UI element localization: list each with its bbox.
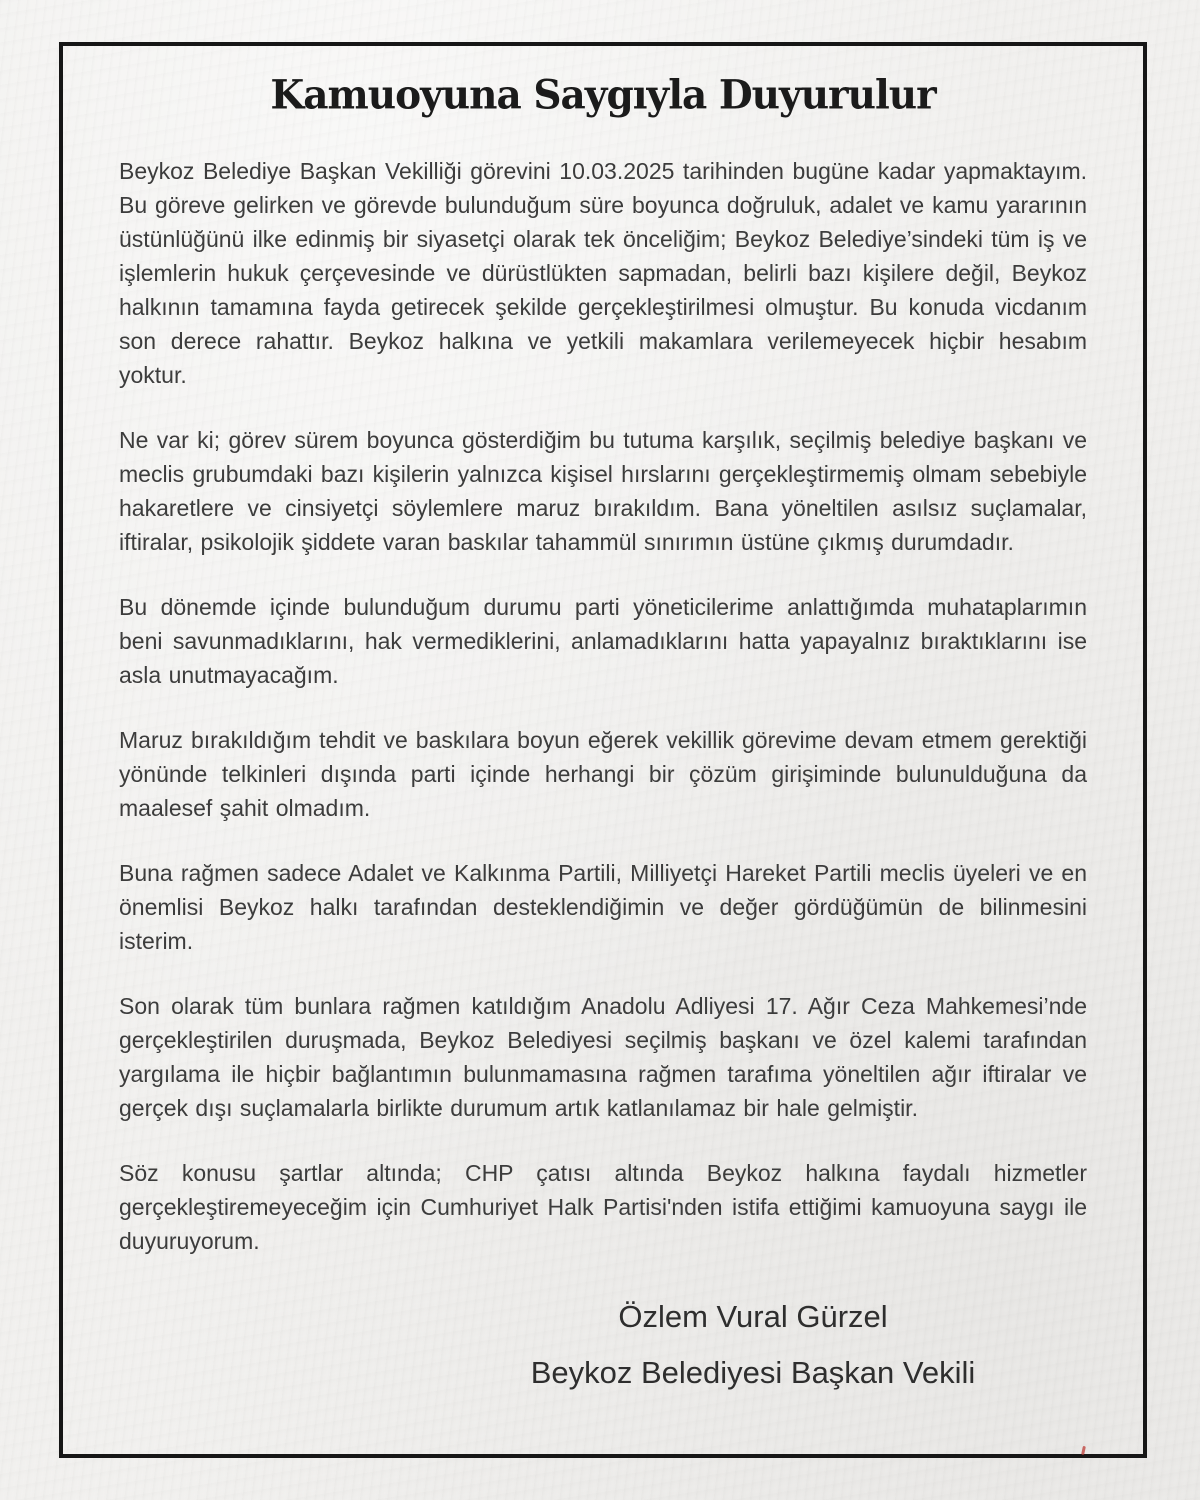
statement-paragraph: Ne var ki; görev sürem boyunca gösterdiğim bu tutuma karşılık, seçilmiş belediye başkanı ve meclis grubumdaki bazı kişilerin yalnızca kişisel hırslarını gerçekleştirmemiş olmam sebebiyle hakaretlere ve cinsiyetçi söylemlere maruz bırakıldım. Bana yöneltilen asılsız suçlamalar, iftiralar, psikolojik şiddete varan baskılar tahammül sınırımın üstüne çıkmış durumdadır. <box>119 427 1087 555</box>
statement-body <box>119 154 1087 1401</box>
statement-paragraph: Buna rağmen sadece Adalet ve Kalkınma Partili, Milliyetçi Hareket Partili meclis üyeleri ve en önemlisi Beykoz halkı tarafından desteklendiğimin ve değer gördüğümün de bilinmesini isterim. <box>119 860 1087 954</box>
statement-frame <box>59 42 1147 1458</box>
statement-paragraph: Bu dönemde içinde bulunduğum durumu parti yöneticilerime anlattığımda muhataplarımın beni savunmadıklarını, hak vermediklerini, anlamadıklarını hatta yapayalnız bıraktıklarını ise asla unutmayacağım. <box>119 594 1087 688</box>
statement-paragraph: Maruz bırakıldığım tehdit ve baskılara boyun eğerek vekillik görevime devam etmem gerektiği yönünde telkinleri dışında parti içinde herhangi bir çözüm girişiminde bulunulduğuna da maalesef şahit olmadım. <box>119 727 1087 821</box>
signature-name: Özlem Vural Gürzel <box>618 1299 888 1334</box>
signature-role: Beykoz Belediyesi Başkan Vekili <box>530 1355 976 1390</box>
statement-paragraph: Beykoz Belediye Başkan Vekilliği görevini 10.03.2025 tarihinden bugüne kadar yapmaktayım. Bu göreve gelirken ve görevde bulunduğum süre boyunca doğruluk, adalet ve kamu yararının üstünlüğünü ilke edinmiş bir siyasetçi olarak tek önceliğim; Beykoz Belediye’sindeki tüm iş ve işlemlerin hukuk çerçevesinde ve dürüstlükten sapmadan, belirli bazı kişilere değil, Beykoz halkının tamamına fayda getirecek şekilde gerçekleştirilmesi olmuştur. Bu konuda vicdanım son derece rahattır. Beykoz halkına ve yetkili makamlara verilemeyecek hiçbir hesabım yoktur. <box>119 158 1087 388</box>
statement-paragraph: Son olarak tüm bunlara rağmen katıldığım Anadolu Adliyesi 17. Ağır Ceza Mahkemesi’nde gerçekleştirilen duruşmada, Beykoz Belediyesi seçilmiş başkanı ve özel kalemi tarafından yargılama ile hiçbir bağlantımın bulunmamasına rağmen tarafıma yöneltilen ağır iftiralar ve gerçek dışı suçlamalarla birlikte durumum artık katlanılamaz bir hale gelmiştir. <box>119 993 1087 1121</box>
statement-title: Kamuoyuna Saygıyla Duyurulur <box>270 71 936 119</box>
signature-block <box>423 1289 1083 1401</box>
statement-paragraph: Söz konusu şartlar altında; CHP çatısı altında Beykoz halkına faydalı hizmetler gerçekleştiremeyeceğim için Cumhuriyet Halk Partisi'nden istifa ettiğimi kamuoyuna saygı ile duyuruyorum. <box>119 1160 1087 1254</box>
